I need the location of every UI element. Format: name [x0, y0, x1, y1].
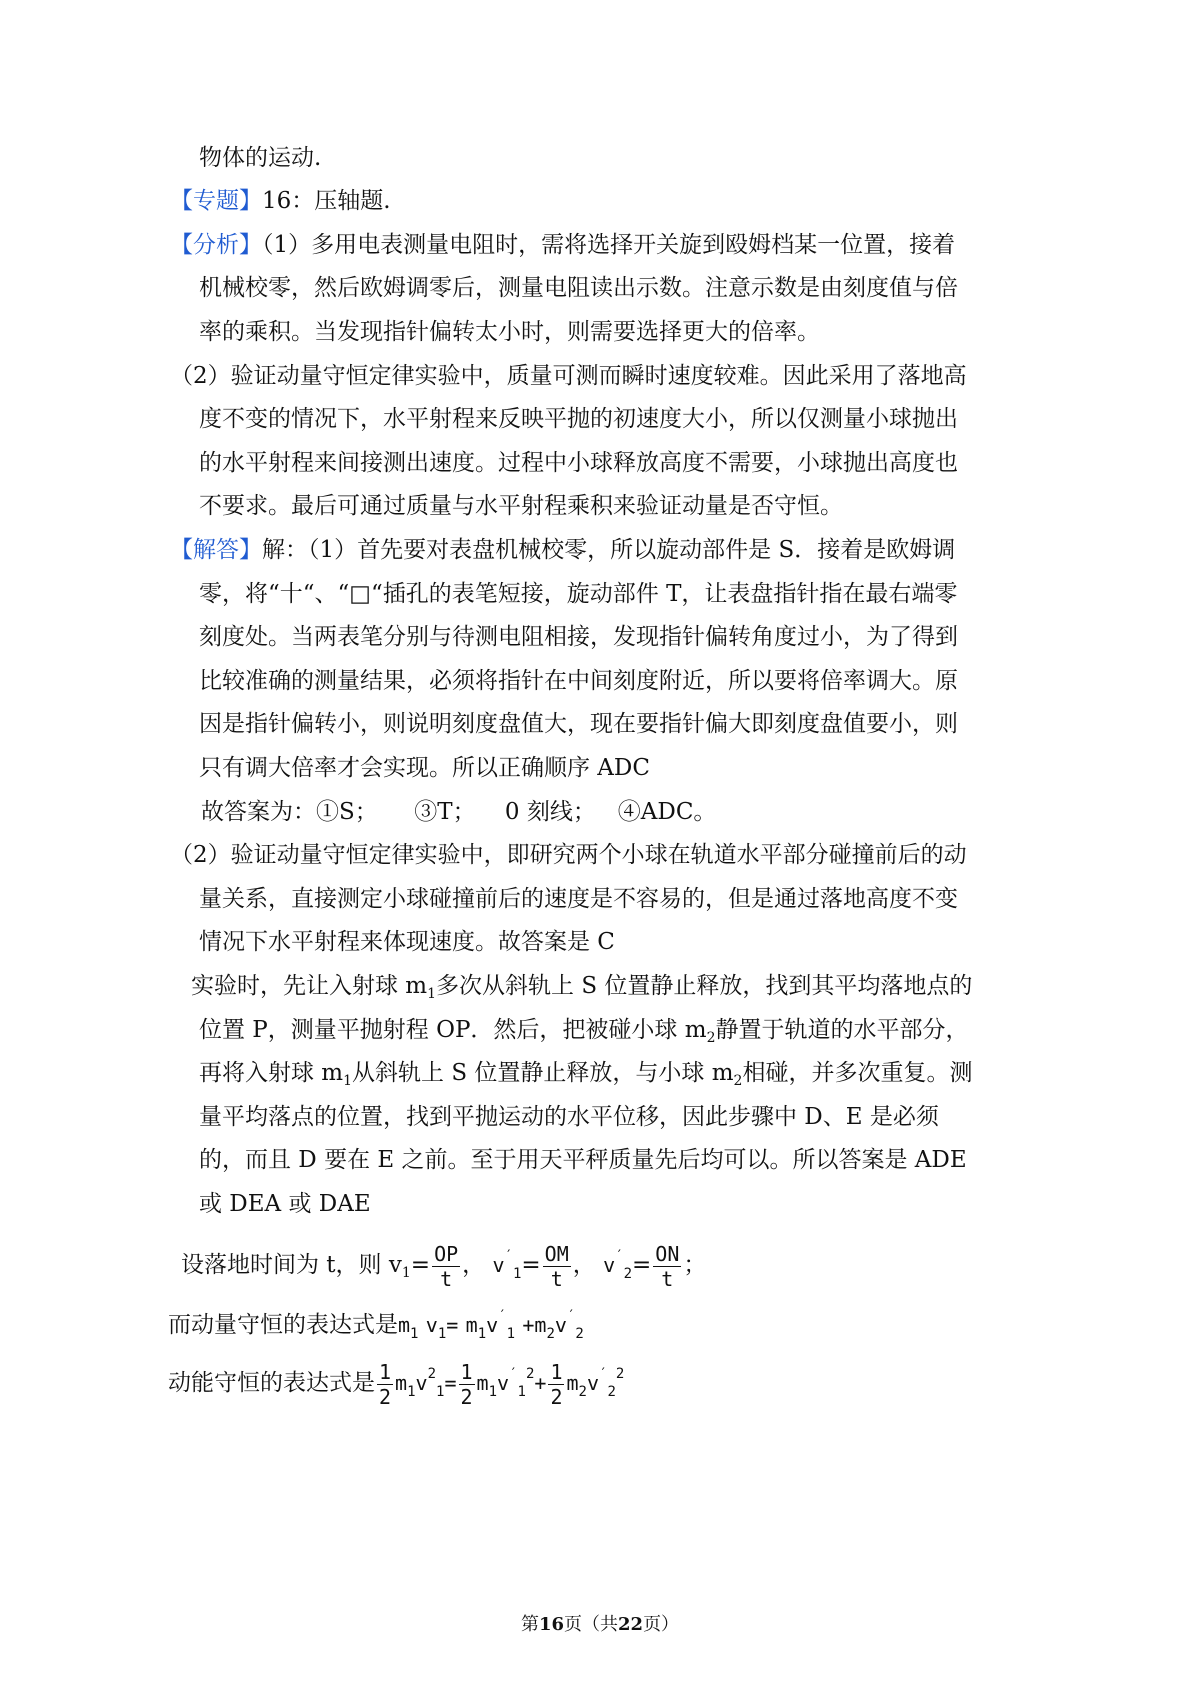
subscript: 2 — [706, 1030, 716, 1046]
jieda-line — [170, 535, 955, 565]
prime: ′ — [599, 1366, 608, 1382]
total-pages: 22 — [618, 1614, 644, 1635]
fraction-on-t — [653, 1242, 681, 1291]
text-line — [199, 1058, 972, 1096]
text-line: 不要求。最后可通过质量与水平射程乘积来验证动量是否守恒。 — [199, 493, 843, 519]
text-line: 的水平射程来间接测出速度。过程中小球释放高度不需要，小球抛出高度也 — [199, 450, 958, 476]
fraction-half — [548, 1360, 564, 1409]
text-seg: 位置 P，测量平抛射程 OP．然后，把被碰小球 m — [199, 1017, 707, 1043]
denominator: 2 — [379, 1384, 392, 1409]
v-symbol: v — [492, 1253, 505, 1277]
text-line: 量关系，直接测定小球碰撞前后的速度是不容易的，但是通过落地高度不变 — [199, 886, 958, 912]
plus: + — [534, 1371, 547, 1395]
subscript: 1 — [401, 1265, 411, 1281]
formula-momentum — [168, 1296, 584, 1354]
footer-text: 页（共 — [564, 1614, 618, 1635]
v-symbol: v — [425, 1313, 438, 1337]
text-line: 量平均落点的位置，找到平抛运动的水平位移，因此步骤中 D、E 是必须 — [199, 1104, 939, 1130]
prime: ′ — [566, 1308, 576, 1324]
fraction-op-t — [432, 1242, 460, 1291]
zhuanti-line — [170, 186, 391, 216]
denominator: t — [550, 1266, 563, 1291]
prime: ′ — [509, 1366, 518, 1382]
prime: ′ — [498, 1308, 507, 1324]
numerator: 1 — [550, 1359, 563, 1384]
superscript: 2 — [615, 1366, 625, 1382]
subscript: 1 — [427, 986, 437, 1002]
denominator: 2 — [550, 1384, 563, 1409]
text-line: 比较准确的测量结果，必须将指针在中间刻度附近，所以要将倍率调大。原 — [199, 668, 958, 694]
page-footer — [0, 1610, 1200, 1636]
m-symbol: m — [395, 1371, 408, 1395]
v-symbol: v — [497, 1371, 510, 1395]
text-seg: 而动量守恒的表达式是 — [168, 1312, 398, 1338]
text-line: 只有调大倍率才会实现。所以正确顺序 ADC — [199, 755, 650, 781]
subscript: 1 — [506, 1326, 516, 1342]
v-symbol: v — [586, 1371, 600, 1395]
text-line: 因是指针偏转小，则说明刻度盘值大，现在要指针偏大即刻度盘值要小，则 — [199, 711, 958, 737]
v-symbol: v — [415, 1371, 428, 1395]
plus: + — [522, 1313, 535, 1337]
m-symbol: m — [398, 1313, 411, 1337]
fenxi-text: （1）多用电表测量电阻时，需将选择开关旋到殴姆档某一位置，接着 — [262, 232, 956, 258]
text-seg: 相碰，并多次重复。测 — [742, 1060, 973, 1086]
text-line — [199, 1015, 968, 1053]
text-line: 的，而且 D 要在 E 之前。至于用天平秤质量先后均可以。所以答案是 ADE — [199, 1147, 967, 1173]
subscript: 1 — [407, 1384, 416, 1400]
text-line: 情况下水平射程来体现速度。故答案是 C — [199, 929, 615, 955]
text-line: 率的乘积。当发现指针偏转太小时，则需要选择更大的倍率。 — [199, 319, 820, 345]
superscript: 2 — [427, 1366, 437, 1382]
equals: = — [632, 1252, 652, 1278]
equals: = — [410, 1252, 431, 1278]
denominator: 2 — [460, 1384, 473, 1409]
text-line: 物体的运动. — [199, 145, 322, 171]
text-line: 刻度处。当两表笔分别与待测电阻相接，发现指针偏转角度过小，为了得到 — [199, 624, 958, 650]
subscript: 2 — [575, 1326, 584, 1342]
subscript: 2 — [733, 1073, 743, 1089]
text-line — [191, 971, 972, 1009]
text-seg: 设落地时间为 t，则 v — [181, 1252, 402, 1278]
text-seg: 再将入射球 m — [199, 1060, 344, 1086]
numerator: ON — [655, 1241, 680, 1266]
fraction-half — [377, 1360, 393, 1409]
text-seg: 从斜轨上 S 位置静止释放，与小球 m — [352, 1060, 734, 1086]
denominator: t — [661, 1266, 674, 1291]
text-line: 度不变的情况下，水平射程来反映平抛的初速度大小，所以仅测量小球抛出 — [199, 406, 958, 432]
v-symbol: v — [486, 1313, 499, 1337]
text-seg: 实验时，先让入射球 m — [191, 973, 428, 999]
m-symbol: m — [465, 1313, 478, 1337]
fraction-half — [459, 1360, 475, 1409]
zhuanti-tag: 【专题】 — [170, 188, 262, 214]
subscript: 2 — [578, 1384, 587, 1400]
fenxi-tag: 【分析】 — [170, 232, 262, 258]
v-symbol: v — [554, 1313, 567, 1337]
m-symbol: m — [534, 1313, 547, 1337]
numerator: 1 — [379, 1359, 392, 1384]
subscript: 1 — [517, 1384, 526, 1400]
m-symbol: m — [566, 1371, 579, 1395]
equals: = — [444, 1371, 457, 1395]
text-line: 机械校零，然后欧姆调零后，测量电阻读出示数。注意示数是由刻度值与倍 — [199, 275, 958, 301]
denominator: t — [440, 1266, 453, 1291]
text-line: （2）验证动量守恒定律实验中，即研究两个小球在轨道水平部分碰撞前后的动 — [170, 842, 967, 868]
subscript: 1 — [488, 1384, 498, 1400]
formula-velocity: 设落地时间为 t，则 $v_1=$ $\frac{OP}{t}$ ， $v'_1=$ $\frac{OM}{t}$ ， $v'_2=$ $\frac{ON}{t}$ ； — [181, 1241, 707, 1291]
prime: ′ — [615, 1248, 624, 1264]
superscript: 2 — [525, 1366, 535, 1382]
numerator: 1 — [460, 1359, 473, 1384]
zhuanti-text: 16：压轴题. — [262, 188, 391, 214]
text-line: 零，将“十“、“□“插孔的表笔短接，旋动部件 T，让表盘指针指在最右端零 — [199, 581, 958, 607]
subscript: 1 — [477, 1326, 487, 1342]
subscript: 2 — [546, 1326, 555, 1342]
jieda-text: 解：（1）首先要对表盘机械校零，所以旋动部件是 S．接着是欧姆调 — [262, 537, 956, 563]
footer-text: 第 — [520, 1614, 539, 1635]
footer-text: 页） — [643, 1614, 680, 1635]
text-line: （2）验证动量守恒定律实验中，质量可测而瞬时速度较难。因此采用了落地高 — [170, 363, 967, 389]
numerator: OM — [544, 1241, 569, 1266]
text-seg: 动能守恒的表达式是 — [168, 1370, 375, 1396]
formula-kinetic-energy — [168, 1350, 624, 1416]
numerator: OP — [434, 1241, 459, 1266]
text-seg: 多次从斜轨上 S 位置静止释放，找到其平均落地点的 — [436, 973, 973, 999]
text-seg: 静置于轨道的水平部分， — [715, 1017, 969, 1043]
v-symbol: v — [603, 1253, 616, 1277]
m-symbol: m — [476, 1371, 489, 1395]
text-line: 或 DEA 或 DAE — [199, 1191, 371, 1217]
fenxi-line — [170, 230, 955, 260]
subscript: 1 — [410, 1326, 419, 1342]
jieda-tag: 【解答】 — [170, 537, 262, 563]
answer-line: 故答案为：①S； ③T； 0 刻线； ④ADC。 — [201, 799, 717, 825]
equals: = — [521, 1252, 541, 1278]
page-number: 16 — [538, 1614, 564, 1635]
subscript: 1 — [343, 1073, 353, 1089]
fraction-om-t — [543, 1242, 571, 1291]
equals: = — [446, 1313, 459, 1337]
subscript: 1 — [436, 1384, 445, 1400]
subscript: 1 — [512, 1266, 522, 1282]
subscript: 1 — [437, 1326, 447, 1342]
prime: ′ — [504, 1248, 513, 1264]
subscript: 2 — [607, 1384, 616, 1400]
subscript: 2 — [623, 1266, 632, 1282]
